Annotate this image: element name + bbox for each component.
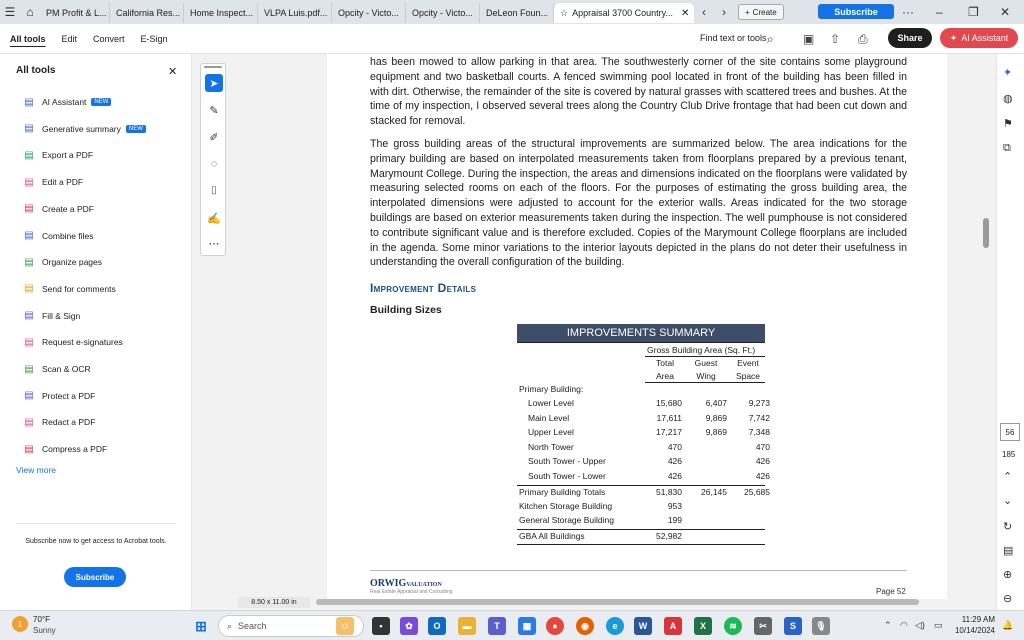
taskbar-search[interactable]: ⌕ Search bbox=[218, 615, 364, 637]
zoom-out-icon[interactable]: ⊖ bbox=[1003, 593, 1013, 605]
weather-badge: 1 bbox=[12, 616, 28, 632]
gba-value: 52,982 bbox=[656, 530, 682, 541]
vertical-scrollbar[interactable] bbox=[983, 218, 989, 248]
star-icon: ☆ bbox=[560, 7, 569, 18]
spotify-icon[interactable]: ≋ bbox=[724, 617, 742, 635]
sidebar-item[interactable] bbox=[22, 441, 107, 457]
sidebar-item-label: Combine files bbox=[42, 230, 94, 241]
browser-tab[interactable]: PM Profit & L... bbox=[40, 3, 110, 23]
sidebar-item[interactable] bbox=[22, 254, 102, 270]
export-icon: ▤ bbox=[24, 149, 34, 161]
battery-icon[interactable]: ▭ bbox=[934, 620, 943, 630]
sidebar-item[interactable] bbox=[22, 147, 93, 163]
compress-icon: ▤ bbox=[24, 443, 34, 455]
body-paragraph: The gross building areas of the structural improvements are summarized below. The area indications for the primary building are based on interpolated measurements taken from floorplans prepared by a previous tenant, Marymount College. During the inspection, the areas and dimensions indicated on the floorplans were validated by measuring selected rooms on each of the floors. For the purposes of estimating the gross building area, the interpolated dimensions were adjusted to account for the exterior walls. Areas indicated for the two storage buildings are based on exterior measurements taken during the inspection. The well pumphouse is not considered to contribute significant value and is therefore excluded. Copies of the Marymount College floorplans are included in the agenda. Some minor variations to the interior layouts depicted in the plans do not deter their usefulness in understanding the overall configuration of the building. bbox=[370, 138, 907, 269]
excel-icon[interactable]: X bbox=[694, 617, 712, 635]
browser-tab[interactable]: DeLeon Foun... bbox=[480, 3, 554, 23]
sidebar-item-label: Protect a PDF bbox=[42, 390, 96, 401]
menu-edit[interactable]: Edit bbox=[61, 33, 78, 44]
table-row-label: Lower Level bbox=[528, 398, 574, 408]
table-row-label: North Tower bbox=[528, 441, 574, 452]
chevron-down-icon[interactable]: ⌄ bbox=[1003, 495, 1013, 507]
comment-icon: ▤ bbox=[24, 283, 34, 295]
sidebar-item[interactable] bbox=[22, 334, 123, 350]
table-row-label: General Storage Building bbox=[519, 515, 614, 526]
comment-tool-icon[interactable]: ✎ bbox=[209, 104, 219, 117]
notification-icon[interactable]: 🔔 bbox=[1002, 620, 1014, 630]
search-icon[interactable]: ⌕ bbox=[767, 32, 774, 46]
pages-icon[interactable]: ⧉ bbox=[1003, 142, 1011, 154]
protect-icon: ▤ bbox=[24, 390, 34, 402]
minimize-icon[interactable]: – bbox=[936, 5, 943, 19]
table-value: 426 bbox=[667, 456, 682, 467]
all-tools-sidebar bbox=[0, 54, 192, 610]
word-icon[interactable]: W bbox=[634, 617, 652, 635]
table-row-label: South Tower - Lower bbox=[528, 471, 606, 481]
column-header: Total bbox=[656, 358, 674, 368]
sidebar-item-label: Create a PDF bbox=[42, 203, 94, 214]
section-heading: Improvement Details bbox=[370, 281, 477, 295]
more-menu-icon[interactable]: ··· bbox=[902, 5, 914, 19]
sidebar-item[interactable] bbox=[22, 201, 94, 217]
firefox-icon[interactable]: ◉ bbox=[576, 617, 594, 635]
zoom-in-icon[interactable]: ⊕ bbox=[1003, 569, 1013, 581]
sidebar-item[interactable] bbox=[22, 228, 94, 244]
teams-icon[interactable]: T bbox=[488, 617, 506, 635]
quick-tools-bar bbox=[200, 63, 226, 256]
acrobat-icon[interactable]: A bbox=[664, 617, 682, 635]
right-rail bbox=[996, 54, 1024, 610]
totals-value: 51,830 bbox=[656, 486, 682, 497]
table-value: 426 bbox=[667, 471, 682, 481]
wifi-icon[interactable]: ◠ bbox=[900, 620, 908, 630]
table-value: 17,217 bbox=[656, 427, 682, 438]
horizontal-scrollbar[interactable] bbox=[316, 599, 919, 605]
outlook-icon[interactable]: O bbox=[428, 617, 446, 635]
organize-icon: ▤ bbox=[24, 256, 34, 268]
table-value: 6,407 bbox=[705, 398, 727, 408]
sidebar-item-label: Compress a PDF bbox=[42, 444, 108, 455]
table-row-label: South Tower - Upper bbox=[528, 456, 606, 467]
table-value: 199 bbox=[667, 515, 682, 526]
sidebar-item[interactable] bbox=[22, 414, 95, 430]
table-rule bbox=[517, 529, 765, 530]
store-icon[interactable]: ▦ bbox=[518, 617, 536, 635]
windows-start-icon[interactable]: ⊞ bbox=[195, 617, 207, 634]
table-row-label: Upper Level bbox=[528, 427, 574, 438]
home-icon[interactable]: ⌂ bbox=[26, 5, 34, 19]
clock-time[interactable]: 11:29 AM bbox=[961, 615, 995, 624]
browser-tab[interactable]: Opcity - Victo... bbox=[332, 3, 406, 23]
column-header: Wing bbox=[696, 371, 716, 381]
share-button[interactable]: Share bbox=[888, 28, 932, 48]
logo-tagline: Real Estate Appraisal and Consulting bbox=[370, 589, 453, 595]
promo-text: Subscribe now to get access to Acrobat tools. bbox=[16, 523, 176, 545]
sidebar-title: All tools bbox=[16, 65, 56, 76]
sign-icon: ▤ bbox=[24, 310, 34, 322]
table-title: IMPROVEMENTS SUMMARY bbox=[517, 324, 765, 342]
totals-label: Primary Building Totals bbox=[519, 486, 606, 497]
chevron-right-icon[interactable]: › bbox=[722, 5, 726, 19]
new-badge: NEW bbox=[91, 98, 111, 106]
ai-icon: ✦ bbox=[949, 32, 958, 43]
sidebar-item[interactable] bbox=[22, 308, 80, 324]
gba-label: GBA All Buildings bbox=[519, 530, 585, 541]
browser-tab[interactable]: California Res... bbox=[110, 3, 184, 23]
subscribe-button[interactable]: Subscribe bbox=[818, 4, 894, 19]
table-value: 470 bbox=[667, 441, 682, 452]
section-label: Primary Building: bbox=[519, 384, 584, 394]
table-value: 15,680 bbox=[656, 398, 682, 408]
sidebar-item[interactable] bbox=[22, 388, 95, 404]
search-icon: ⌕ bbox=[227, 620, 233, 631]
text-box-icon[interactable]: ⌷ bbox=[210, 184, 218, 197]
column-header: Area bbox=[656, 371, 674, 381]
totals-value: 26,145 bbox=[701, 486, 727, 497]
volume-icon[interactable]: ◁) bbox=[915, 620, 925, 630]
total-pages: 185 bbox=[1002, 450, 1016, 459]
weather-desc[interactable]: Sunny bbox=[33, 626, 56, 635]
edge-icon[interactable]: e bbox=[606, 617, 624, 635]
sidebar-subscribe-button[interactable]: Subscribe bbox=[64, 567, 126, 587]
create-icon: ▤ bbox=[24, 203, 34, 215]
table-value: 9,869 bbox=[705, 427, 727, 438]
copilot-icon[interactable]: ✿ bbox=[400, 617, 418, 635]
redact-icon: ▤ bbox=[24, 416, 34, 428]
close-window-icon[interactable]: ✕ bbox=[1000, 5, 1011, 19]
table-rule bbox=[645, 356, 765, 357]
scan-icon: ▤ bbox=[24, 363, 34, 375]
refresh-icon[interactable]: ↻ bbox=[1003, 521, 1013, 533]
create-button[interactable]: + Create bbox=[738, 4, 784, 20]
pdf-page bbox=[327, 54, 947, 599]
table-rule bbox=[517, 544, 765, 545]
find-tools-label[interactable]: Find text or tools bbox=[700, 33, 767, 43]
body-paragraph: has been mowed to allow parking in that area. The southwesterly corner of the site contains some playground equipment and two basketball courts. A fenced swimming pool located in front of the building has been filled in with dirt. Otherwise, the remainder of the site is covered by natural grasses with scattered trees and bushes. At the time of my inspection, I observed several trees along the Country Club Drive frontage that had been cut down and stacked for removal. bbox=[370, 56, 907, 128]
print-icon[interactable]: ⎙ bbox=[858, 32, 868, 46]
close-icon[interactable]: ✕ bbox=[168, 66, 178, 78]
chevron-up-icon[interactable]: ⌃ bbox=[1003, 471, 1013, 483]
select-tool-icon[interactable]: ➤ bbox=[205, 74, 223, 92]
drag-handle[interactable] bbox=[204, 66, 222, 68]
sidebar-item-label: Generative summary bbox=[42, 123, 121, 134]
snipping-icon[interactable]: ✂ bbox=[754, 617, 772, 635]
sidebar-item[interactable] bbox=[22, 361, 91, 377]
column-header: Space bbox=[735, 371, 761, 381]
save-icon[interactable]: ▣ bbox=[803, 32, 815, 46]
table-row-label: Main Level bbox=[528, 412, 570, 423]
weather-temp[interactable]: 70°F bbox=[33, 615, 50, 624]
current-page-input[interactable]: 56 bbox=[1000, 423, 1020, 441]
chevron-left-icon[interactable]: ‹ bbox=[702, 5, 706, 19]
table-rule bbox=[645, 382, 765, 383]
sidebar-item-label: Export a PDF bbox=[42, 150, 94, 161]
page-number: Page 52 bbox=[876, 587, 906, 596]
browser-tab[interactable]: VLPA Luis.pdf... bbox=[258, 3, 332, 23]
table-value: 470 bbox=[755, 441, 770, 452]
table-value: 7,742 bbox=[748, 412, 770, 423]
sidebar-item[interactable] bbox=[22, 94, 111, 110]
sidebar-item-label: Redact a PDF bbox=[42, 417, 96, 428]
clock-date[interactable]: 10/14/2024 bbox=[954, 626, 995, 635]
more-tools-icon[interactable]: ⋯ bbox=[208, 237, 220, 250]
table-value: 9,273 bbox=[748, 398, 770, 408]
upload-icon[interactable]: ⇧ bbox=[830, 32, 841, 46]
lasso-tool-icon[interactable]: ◌ bbox=[210, 158, 218, 170]
app-toolbar bbox=[0, 24, 1024, 54]
browser-tab[interactable]: Home Inspect... bbox=[184, 3, 258, 23]
sidebar-item-label: AI Assistant bbox=[42, 97, 87, 107]
sign-tool-icon[interactable]: ✍ bbox=[207, 212, 221, 225]
explorer-icon[interactable]: ▬ bbox=[458, 617, 476, 635]
totals-value: 25,685 bbox=[744, 486, 770, 497]
menu-esign[interactable]: E-Sign bbox=[140, 33, 168, 44]
subsection-heading: Building Sizes bbox=[370, 304, 442, 316]
footer-rule bbox=[370, 570, 907, 571]
sidebar-item-label: Send for comments bbox=[42, 283, 116, 294]
chrome-icon[interactable]: ● bbox=[546, 617, 564, 635]
menu-all-tools[interactable]: All tools bbox=[10, 33, 46, 44]
microphone-icon[interactable]: 🎙 bbox=[812, 617, 830, 635]
sidebar-item-label: Organize pages bbox=[42, 257, 103, 268]
save-page-icon[interactable]: ▤ bbox=[1003, 545, 1014, 557]
table-row-label: Kitchen Storage Building bbox=[519, 500, 613, 511]
menu-icon[interactable]: ☰ bbox=[4, 5, 16, 19]
company-logo: ORWIGVALUATION bbox=[370, 578, 442, 589]
page-size-label: 8.50 x 11.00 in bbox=[238, 597, 310, 608]
table-value: 7,348 bbox=[748, 427, 770, 438]
edit-icon: ▤ bbox=[24, 176, 34, 188]
skype-icon[interactable]: S bbox=[784, 617, 802, 635]
table-rule bbox=[517, 342, 765, 343]
new-badge: NEW bbox=[126, 125, 146, 133]
column-header: Guest bbox=[694, 358, 718, 368]
table-value: 17,611 bbox=[656, 412, 682, 423]
sidebar-item-label: Fill & Sign bbox=[42, 310, 81, 321]
bookmark-icon[interactable]: ⚑ bbox=[1003, 118, 1013, 130]
close-tab-icon[interactable]: ✕ bbox=[680, 7, 690, 19]
browser-tab-active[interactable]: ☆ Appraisal 3700 Country... ✕ bbox=[554, 3, 694, 23]
comments-icon[interactable]: ◍ bbox=[1003, 93, 1013, 105]
ai-icon: ▤ bbox=[24, 96, 34, 108]
sidebar-item[interactable] bbox=[22, 121, 146, 137]
view-more-link[interactable]: View more bbox=[16, 465, 56, 475]
table-value: 953 bbox=[667, 500, 682, 511]
table-value: 426 bbox=[755, 456, 770, 467]
sidebar-item[interactable] bbox=[22, 281, 116, 297]
menu-convert[interactable]: Convert bbox=[93, 33, 125, 44]
chevron-up-icon[interactable]: ⌃ bbox=[884, 620, 892, 630]
combine-icon: ▤ bbox=[24, 230, 34, 241]
plus-icon: + bbox=[745, 7, 750, 17]
column-header: Event bbox=[737, 358, 759, 368]
ai-assistant-button[interactable]: ✦ AI Assistant bbox=[940, 28, 1018, 48]
sidebar-item-label: Request e-signatures bbox=[42, 337, 123, 348]
column-group-header: Gross Building Area (Sq. Ft.) bbox=[647, 345, 756, 355]
table-value: 426 bbox=[755, 471, 770, 481]
highlight-tool-icon[interactable]: ✐ bbox=[209, 131, 219, 144]
windows-taskbar bbox=[0, 610, 1024, 640]
sidebar-item-label: Edit a PDF bbox=[42, 177, 84, 188]
browser-tab[interactable]: Opcity - Victo... bbox=[406, 3, 480, 23]
sidebar-item[interactable] bbox=[22, 174, 83, 190]
esign-icon: ▤ bbox=[24, 336, 34, 348]
sidebar-item-label: Scan & OCR bbox=[42, 364, 91, 374]
ai-summary-icon[interactable]: ✦ bbox=[1003, 67, 1013, 79]
restore-icon[interactable]: ❐ bbox=[968, 5, 979, 19]
table-rule bbox=[517, 485, 765, 486]
table-value: 9,869 bbox=[705, 412, 727, 423]
summary-icon: ▤ bbox=[24, 123, 34, 135]
emoji-icon[interactable]: ☺ bbox=[336, 617, 354, 635]
taskview-icon[interactable]: ▪ bbox=[372, 617, 390, 635]
